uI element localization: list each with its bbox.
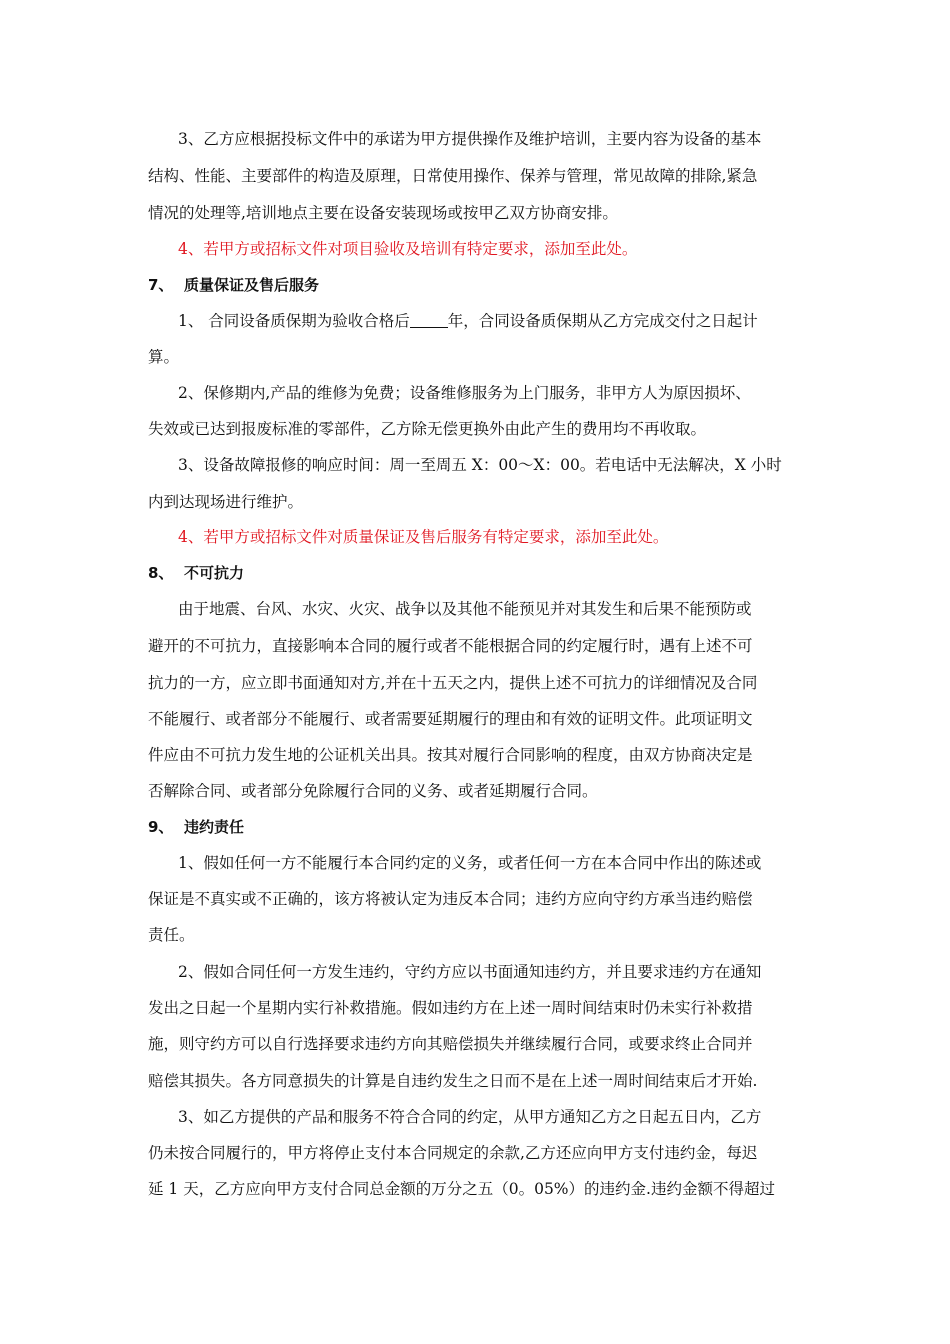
s7-p2-line2: 失效或已达到报废标准的零部件，乙方除无偿更换外由此产生的费用均不再收取。: [148, 420, 707, 438]
s9-p2-line3: 施，则守约方可以自行选择要求违约方向其赔偿损失并继续履行合同，或要求终止合同并: [148, 1035, 753, 1053]
s8-line6: 否解除合同、或者部分免除履行合同的义务、或者延期履行合同。: [148, 782, 598, 800]
s8-line1: 由于地震、台风、水灾、火灾、战争以及其他不能预见并对其发生和后果不能预防或: [178, 600, 752, 618]
section-8-number: 8、: [148, 564, 174, 582]
s9-p1-line2: 保证是不真实或不正确的，该方将被认定为违反本合同；违约方应向守约方承当违约赔偿: [148, 890, 753, 908]
s9-p3-line1: 3、如乙方提供的产品和服务不符合合同的约定，从甲方通知乙方之日起五日内，乙方: [178, 1108, 762, 1126]
s9-p2-line2: 发出之日起一个星期内实行补救措施。假如违约方在上述一周时间结束时仍未实行补救措: [148, 999, 753, 1017]
s7-p1-text-after: 年，合同设备质保期从乙方完成交付之日起计: [447, 312, 758, 330]
s9-p2-line4: 赔偿其损失。各方同意损失的计算是自违约发生之日而不是在上述一周时间结束后才开始.: [148, 1072, 758, 1090]
section-8-title: 不可抗力: [184, 564, 245, 582]
section-7-number: 7、: [148, 276, 174, 294]
s6-p4-placeholder-note: 4、若甲方或招标文件对项目验收及培训有特定要求，添加至此处。: [178, 240, 638, 258]
s9-p1-line3: 责任。: [148, 926, 195, 944]
warranty-years-blank: [410, 313, 448, 328]
s6-p3-line2: 结构、性能、主要部件的构造及原理，日常使用操作、保养与管理，常见故障的排除,紧急: [148, 167, 758, 185]
s9-p3-line3: 延 1 天，乙方应向甲方支付合同总金额的万分之五（0。05%）的违约金.违约金额不得超过: [148, 1180, 775, 1198]
s7-p3-line1: 3、设备故障报修的响应时间：周一至周五 X：00～X：00。若电话中无法解决，X 小时: [178, 456, 782, 474]
s7-p2-line1: 2、保修期内,产品的维修为免费；设备维修服务为上门服务，非甲方人为原因损坏、: [178, 384, 751, 402]
s7-p1-line2: 算。: [148, 348, 180, 366]
s8-line5: 件应由不可抗力发生地的公证机关出具。按其对履行合同影响的程度，由双方协商决定是: [148, 746, 753, 764]
s9-p2-line1: 2、假如合同任何一方发生违约，守约方应以书面通知违约方，并且要求违约方在通知: [178, 963, 762, 981]
section-9-title: 违约责任: [184, 818, 245, 836]
s8-line3: 抗力的一方，应立即书面通知对方,并在十五天之内，提供上述不可抗力的详细情况及合同: [148, 674, 758, 692]
s8-line4: 不能履行、或者部分不能履行、或者需要延期履行的理由和有效的证明文件。此项证明文: [148, 710, 753, 728]
section-9-number: 9、: [148, 818, 174, 836]
s9-p3-line2: 仍未按合同履行的，甲方将停止支付本合同规定的余款,乙方还应向甲方支付违约金，每迟: [148, 1144, 758, 1162]
s7-p1-line1: [178, 311, 838, 331]
section-8-heading: [148, 563, 808, 583]
s7-p3-line2: 内到达现场进行维护。: [148, 493, 304, 511]
s6-p3-line1: 3、乙方应根据投标文件中的承诺为甲方提供操作及维护培训，主要内容为设备的基本: [178, 130, 762, 148]
s8-line2: 避开的不可抗力，直接影响本合同的履行或者不能根据合同的约定履行时，遇有上述不可: [148, 637, 753, 655]
section-7-title: 质量保证及售后服务: [184, 276, 320, 294]
section-7-heading: [148, 275, 808, 295]
section-9-heading: [148, 817, 808, 837]
s7-p1-text-before: 1、 合同设备质保期为验收合格后: [178, 312, 410, 330]
s9-p1-line1: 1、假如任何一方不能履行本合同约定的义务，或者任何一方在本合同中作出的陈述或: [178, 854, 762, 872]
s7-p4-placeholder-note: 4、若甲方或招标文件对质量保证及售后服务有特定要求，添加至此处。: [178, 528, 669, 546]
s6-p3-line3: 情况的处理等,培训地点主要在设备安装现场或按甲乙双方协商安排。: [148, 204, 618, 222]
